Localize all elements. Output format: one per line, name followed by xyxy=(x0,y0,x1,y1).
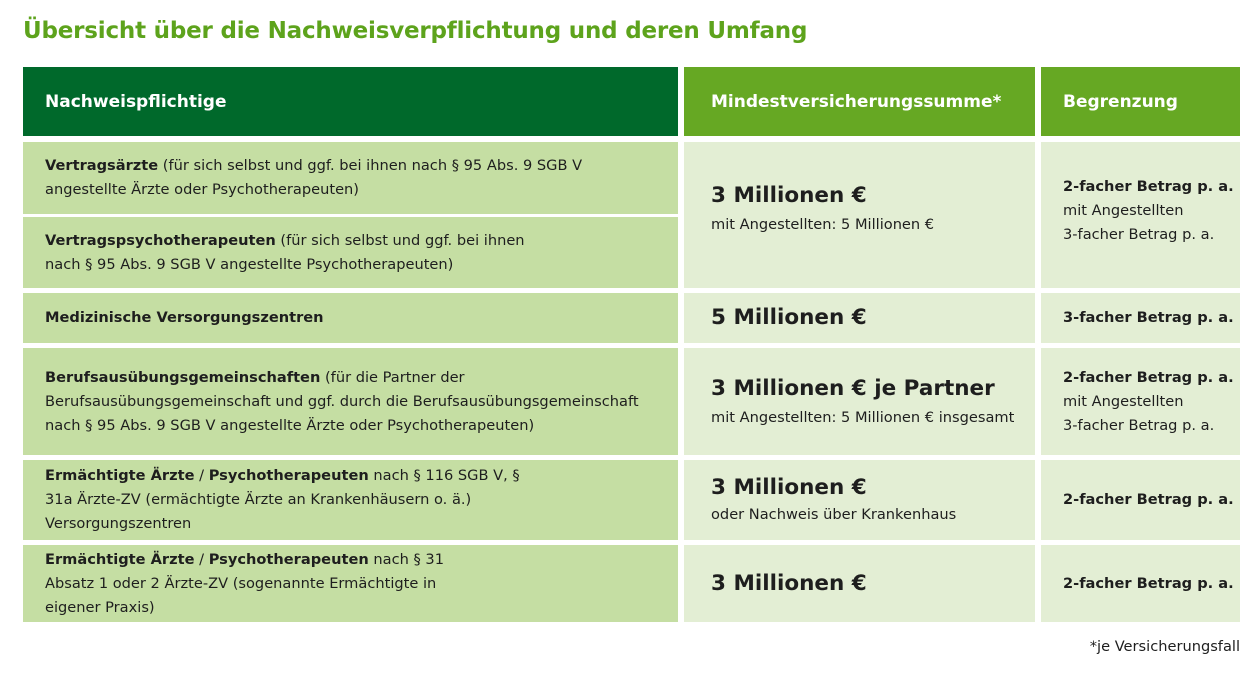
row-vertragspsychotherapeuten-name xyxy=(23,217,678,288)
cell-text xyxy=(45,154,664,202)
page-title: Übersicht über die Nachweisverpflichtung und deren Umfang xyxy=(23,18,808,44)
row4-limit-cell xyxy=(1041,460,1240,540)
term-detail: nach § 31 Absatz 1 oder 2 Ärzte-ZV (sogenannte Ermächtigte in eigener Praxis) xyxy=(45,550,444,616)
footnote: *je Versicherungsfall xyxy=(1089,638,1240,655)
bold-term: Psychotherapeuten xyxy=(208,550,369,568)
amount-note: oder Nachweis über Krankenhaus xyxy=(711,506,957,523)
row-ermaechtigte-116-name xyxy=(23,460,678,540)
row4-amount-cell xyxy=(684,460,1035,540)
row-ermaechtigte-31-name xyxy=(23,545,678,622)
limit-value: 2-facher Betrag p. a. xyxy=(1063,368,1234,386)
limit-note: 3-facher Betrag p. a. xyxy=(1063,416,1215,434)
amount-note: mit Angestellten: 5 Millionen € xyxy=(711,216,935,233)
header-label: Begrenzung xyxy=(1063,91,1178,112)
limit-value: 3-facher Betrag p. a. xyxy=(1063,309,1234,326)
cell-text xyxy=(45,229,664,277)
bold-term: Vertragspsychotherapeuten xyxy=(45,231,276,249)
header-mindestversicherungssumme xyxy=(684,67,1035,136)
cell-text xyxy=(45,548,664,620)
row1-limit-cell xyxy=(1041,142,1240,288)
cell-text xyxy=(45,366,664,438)
header-label: Mindestversicherungssumme* xyxy=(711,91,1002,112)
limit-value: 2-facher Betrag p. a. xyxy=(1063,491,1234,508)
row2-limit-cell xyxy=(1041,293,1240,343)
header-nachweispflichtige xyxy=(23,67,678,136)
row-vertragsaerzte-name xyxy=(23,142,678,214)
limit-note: mit Angestellten xyxy=(1063,202,1184,219)
bold-term: Ermächtigte Ärzte xyxy=(45,467,195,484)
row3-amount-cell xyxy=(684,348,1035,455)
limit-value: 2-facher Betrag p. a. xyxy=(1063,574,1234,592)
header-begrenzung xyxy=(1041,67,1240,136)
row-mvz-name xyxy=(23,293,678,343)
term-detail: (für sich selbst und ggf. bei ihnen nach § 95 Abs. 9 SGB V angestellte Ärzte oder Psychotherapeuten) xyxy=(45,157,583,198)
bold-term: Psychotherapeuten xyxy=(208,467,369,484)
cell-text xyxy=(45,464,664,536)
row-bag-name xyxy=(23,348,678,455)
header-label: Nachweispflichtige xyxy=(45,91,227,112)
bold-term: Berufsausübungsgemeinschaften xyxy=(45,368,321,386)
limit-note: 3-facher Betrag p. a. xyxy=(1063,226,1215,243)
amount-value: 3 Millionen € xyxy=(711,183,867,208)
separator: / xyxy=(194,467,209,484)
amount-value: 3 Millionen € je Partner xyxy=(711,375,995,401)
row3-limit-cell xyxy=(1041,348,1240,455)
limit-value: 2-facher Betrag p. a. xyxy=(1063,178,1234,195)
bold-term: Medizinische Versorgungszentren xyxy=(45,309,324,326)
row5-amount-cell xyxy=(684,545,1035,622)
bold-term: Ermächtigte Ärzte xyxy=(45,550,195,568)
amount-value: 3 Millionen € xyxy=(711,570,867,596)
amount-value: 5 Millionen € xyxy=(711,305,867,330)
row5-limit-cell xyxy=(1041,545,1240,622)
row1-amount-cell xyxy=(684,142,1035,288)
bold-term: Vertragsärzte xyxy=(45,157,159,174)
limit-note: mit Angestellten xyxy=(1063,392,1184,410)
term-detail: (für die Partner der Berufsausübungsgemeinschaft und ggf. durch die Berufsausübungsgemeinschaft nach § 95 Abs. 9 SGB V angestellte Ärzte oder Psychotherapeuten) xyxy=(45,368,639,434)
separator: / xyxy=(194,550,209,568)
amount-value: 3 Millionen € xyxy=(711,475,867,500)
term-detail: nach § 116 SGB V, § 31a Ärzte-ZV (ermächtigte Ärzte an Krankenhäusern o. ä.) Versorgungszentren xyxy=(45,467,520,532)
term-detail: (für sich selbst und ggf. bei ihnen nach § 95 Abs. 9 SGB V angestellte Psychotherapeuten) xyxy=(45,231,525,273)
amount-note: mit Angestellten: 5 Millionen € insgesamt xyxy=(711,408,1015,426)
row2-amount-cell xyxy=(684,293,1035,343)
